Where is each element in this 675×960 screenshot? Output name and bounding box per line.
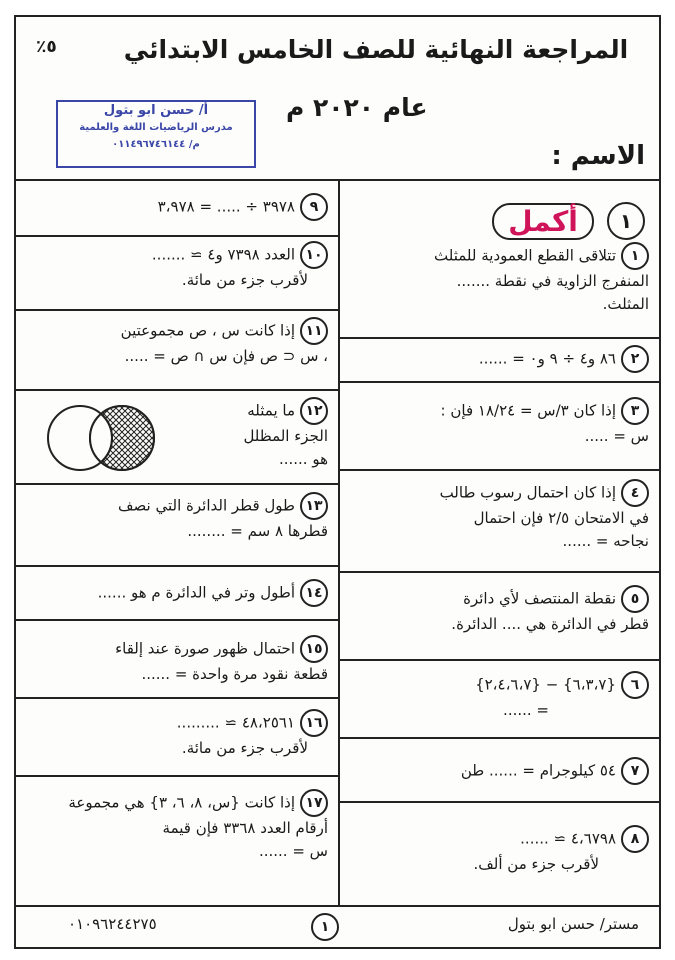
question-number: ١٠	[300, 241, 328, 269]
question-15	[28, 635, 328, 686]
question-number: ١٢	[300, 397, 328, 425]
question-text: {٦،٣،٧} − {٢،٤،٦،٧}	[475, 675, 616, 694]
question-1	[349, 242, 649, 316]
section-heading	[492, 202, 645, 240]
left-divider	[16, 483, 338, 485]
question-14	[28, 579, 328, 607]
question-text: تتلاقى القطع العمودية للمثلث	[434, 246, 616, 265]
stamp-line-2: مدرس الرياضيات اللغة والعلمية	[79, 122, 233, 133]
question-text: = ......	[503, 701, 549, 719]
question-text: هو ......	[278, 450, 328, 468]
question-2	[349, 345, 649, 373]
question-10	[28, 241, 328, 292]
question-text: المثلث.	[602, 295, 649, 313]
question-text: ٤٨،٢٥٦١ ≃ .........	[176, 713, 295, 732]
question-5	[349, 585, 649, 636]
worksheet-page	[14, 15, 661, 949]
question-6	[349, 671, 649, 722]
left-divider	[16, 697, 338, 699]
question-text: الجزء المظلل	[243, 427, 328, 445]
question-number: ٣	[621, 397, 649, 425]
question-text: ٥٤ كيلوجرام = ...... طن	[460, 761, 616, 780]
venn-diagram	[38, 402, 168, 474]
question-7	[349, 757, 649, 785]
question-number: ٢	[621, 345, 649, 373]
question-text: قطرها ٨ سم = ........	[187, 522, 328, 540]
phone-number: ٠١٠٩٦٢٤٤٢٧٥	[68, 915, 157, 933]
question-3	[349, 397, 649, 448]
right-divider	[338, 337, 659, 339]
question-text: المنفرج الزاوية في نقطة .......	[456, 272, 649, 290]
question-8	[349, 825, 649, 876]
question-4	[349, 479, 649, 553]
question-17	[28, 789, 328, 863]
stamp-line-1: أ/ حسن ابو بتول	[103, 103, 209, 118]
question-text: قطر في الدائرة هي .... الدائرة.	[451, 615, 649, 633]
left-divider	[16, 309, 338, 311]
question-number: ١٦	[300, 709, 328, 737]
question-number: ٧	[621, 757, 649, 785]
question-text: قطعة نقود مرة واحدة = ......	[141, 665, 328, 683]
question-text: نجاحه = ......	[562, 532, 649, 550]
right-divider	[338, 381, 659, 383]
question-text: أطول وتر في الدائرة م هو ......	[97, 583, 295, 602]
left-divider	[16, 619, 338, 621]
teacher-signature: مستر/ حسن ابو بتول	[507, 915, 639, 933]
page-title: المراجعة النهائية للصف الخامس الابتدائي	[123, 35, 629, 64]
section-number: ١	[607, 202, 645, 240]
question-text: س = .....	[584, 427, 649, 445]
question-11	[28, 317, 328, 368]
question-text: س = ......	[258, 842, 328, 860]
question-12	[178, 397, 328, 471]
question-number: ١٧	[300, 789, 328, 817]
question-number: ٩	[300, 193, 328, 221]
left-divider	[16, 565, 338, 567]
question-number: ٤	[621, 479, 649, 507]
question-number: ١٣	[300, 492, 328, 520]
question-number: ١٥	[300, 635, 328, 663]
question-text: طول قطر الدائرة التي نصف	[118, 496, 295, 515]
right-divider	[338, 469, 659, 471]
left-divider	[16, 775, 338, 777]
section-title: أكمل	[492, 203, 594, 240]
question-text: ، س ⊂ ص فإن س ∩ ص = .....	[124, 347, 328, 365]
question-number: ٦	[621, 671, 649, 699]
name-label: الاسم :	[551, 141, 645, 171]
question-text: إذا كانت س ، ص مجموعتين	[120, 321, 295, 340]
page-number-wrap	[306, 913, 339, 941]
question-text: ٤،٦٧٩٨ ≃ ......	[520, 829, 616, 848]
question-16	[28, 709, 328, 760]
right-divider	[338, 801, 659, 803]
question-text: لأقرب جزء من مائة.	[181, 739, 308, 757]
left-divider	[16, 389, 338, 391]
question-text: العدد ٧٣٩٨ و٤ ≃ .......	[151, 245, 295, 264]
question-text: إذا كانت {س، ٨، ٦، ٣} هي مجموعة	[68, 793, 295, 812]
question-text: ما يمثله	[247, 401, 295, 420]
question-number: ٨	[621, 825, 649, 853]
question-text: نقطة المنتصف لأي دائرة	[463, 589, 616, 608]
question-text: لأقرب جزء من مائة.	[181, 271, 308, 289]
question-text: ٣٩٧٨ ÷ ..... = ٣،٩٧٨	[157, 197, 295, 216]
teacher-stamp	[56, 100, 256, 168]
right-divider	[338, 571, 659, 573]
stamp-line-3: م/ ٠١١٤٩٦٧٤٦١٤٤	[112, 139, 200, 150]
grid-bottom-line	[16, 905, 659, 907]
question-9	[28, 193, 328, 221]
year-label: عام ٢٠٢٠ م	[286, 93, 428, 122]
question-text: احتمال ظهور صورة عند إلقاء	[115, 639, 295, 658]
score-mark: ٪٥	[36, 37, 57, 57]
right-divider	[338, 737, 659, 739]
question-text: ٨٦ و٤ ÷ ٩ و٠ = ......	[478, 349, 616, 368]
question-text: إذا كان ٣/س = ١٨/٢٤ فإن :	[440, 401, 616, 420]
question-13	[28, 492, 328, 543]
right-divider	[338, 659, 659, 661]
question-number: ١١	[300, 317, 328, 345]
question-text: أرقام العدد ٣٣٦٨ فإن قيمة	[162, 819, 328, 837]
grid-center-line	[338, 179, 340, 905]
page-number: ١	[311, 913, 339, 941]
question-text: إذا كان احتمال رسوب طالب	[439, 483, 616, 502]
left-divider	[16, 235, 338, 237]
question-number: ١	[621, 242, 649, 270]
question-text: في الامتحان ٢/٥ فإن احتمال	[473, 509, 649, 527]
question-number: ٥	[621, 585, 649, 613]
question-text: لأقرب جزء من ألف.	[473, 855, 599, 873]
question-number: ١٤	[300, 579, 328, 607]
